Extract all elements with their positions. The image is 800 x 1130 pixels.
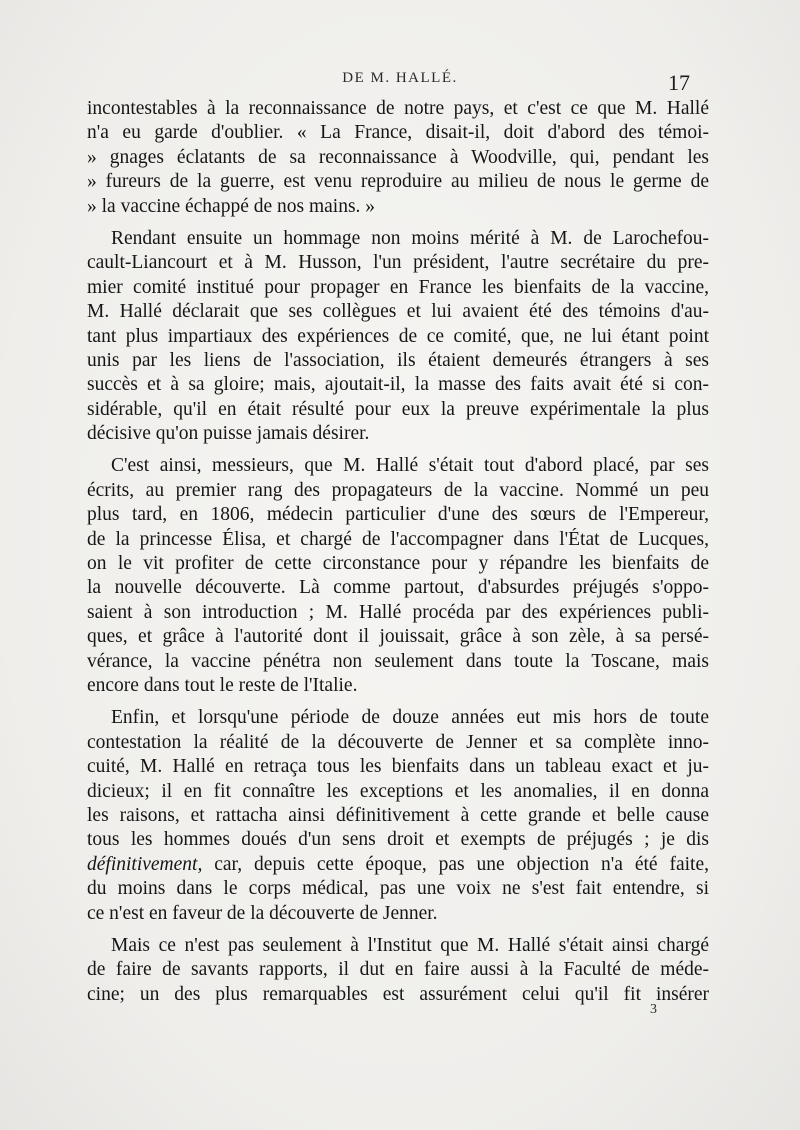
text-line: encore dans tout le reste de l'Italie. [87,674,358,696]
signature-mark: 3 [650,1002,657,1017]
paragraph [87,934,709,1007]
text-line: contestation la réalité de la découverte de Jenner et sa complète inno- [87,731,709,753]
text-line-with-italic [87,853,709,877]
paragraph [87,227,709,447]
text-line: » la vaccine échappé de nos mains. » [87,195,376,217]
text-line: Enfin, et lorsqu'une période de douze années eut mis hors de toute [111,707,709,729]
text-line: de la princesse Élisa, et chargé de l'accompagner dans l'État de Lucques, [87,528,709,550]
italic-word: définitivement, [87,853,203,875]
text-line: M. Hallé déclarait que ses collègues et lui avaient été des témoins d'au- [87,301,709,323]
text-line: » gnages éclatants de sa reconnaissance à Woodville, qui, pendant les [87,146,709,168]
text-line: on le vit profiter de cette circonstance pour y répandre les bienfaits de [87,553,709,575]
running-title: DE M. HALLÉ. [342,70,458,86]
text-line: tant plus impartiaux des expériences de ce comité, que, ne lui étant point [87,325,709,347]
page-number: 17 [668,70,690,95]
text-line: mier comité institué pour propager en France les bienfaits de la vaccine, [87,276,709,298]
text-line: ques, et grâce à l'autorité dont il jouissait, grâce à son zèle, à sa persé- [87,626,709,648]
text-line: la nouvelle découverte. Là comme partout, d'absurdes préjugés s'oppo- [87,577,709,599]
text-line: de faire de savants rapports, il dut en faire aussi à la Faculté de méde- [87,959,709,981]
text-line: dicieux; il en fit connaître les exceptions et les anomalies, il en donna [87,780,709,802]
text-line: Mais ce n'est pas seulement à l'Institut que M. Hallé s'était ainsi chargé [111,934,709,956]
text-line: décisive qu'on puisse jamais désirer. [87,423,370,445]
text-line: cuité, M. Hallé en retraça tous les bienfaits dans un tableau exact et ju- [87,756,709,778]
text-line: Rendant ensuite un hommage non moins mérité à M. de Larochefou- [111,227,709,249]
text-line: n'a eu garde d'oublier. « La France, disait-il, doit d'abord des témoi- [87,122,709,144]
text-line: » fureurs de la guerre, est venu reproduire au milieu de nous le germe de [87,171,709,193]
text-line: les raisons, et rattacha ainsi définitivement à cette grande et belle cause [87,804,709,826]
text-line: cault-Liancourt et à M. Husson, l'un président, l'autre secrétaire du pre- [87,252,709,274]
text-line: vérance, la vaccine pénétra non seulement dans toute la Toscane, mais [87,650,709,672]
body-text [87,97,709,1007]
text-line: succès et à sa gloire; mais, ajoutait-il, la masse des faits avait été si con- [87,374,709,396]
text-line: saient à son introduction ; M. Hallé procéda par des expériences publi- [87,601,709,623]
paragraph [87,454,709,698]
text-line: incontestables à la reconnaissance de notre pays, et c'est ce que M. Hallé [87,98,709,119]
text-line: unis par les liens de l'association, ils étaient demeurés étrangers à ses [87,349,709,371]
paragraph [87,97,709,219]
text-line: C'est ainsi, messieurs, que M. Hallé s'était tout d'abord placé, par ses [111,455,709,477]
text-line: plus tard, en 1806, médecin particulier d'une des sœurs de l'Empereur, [87,504,709,526]
text-line: ce n'est en faveur de la découverte de Jenner. [87,902,438,924]
text-line: sidérable, qu'il en était résulté pour eux la preuve expérimentale la plus [87,398,709,420]
paragraph [87,706,709,926]
text-line: cine; un des plus remarquables est assurément celui qu'il fit insérer [87,983,709,1005]
text-fragment: car, depuis cette époque, pas une objection n'a été faite, [214,853,709,875]
text-line: du moins dans le corps médical, pas une voix ne s'est fait entendre, si [87,878,709,900]
text-line: tous les hommes doués d'un sens droit et exempts de préjugés ; je dis [87,829,709,851]
text-line: écrits, au premier rang des propagateurs de la vaccine. Nommé un peu [87,479,709,501]
